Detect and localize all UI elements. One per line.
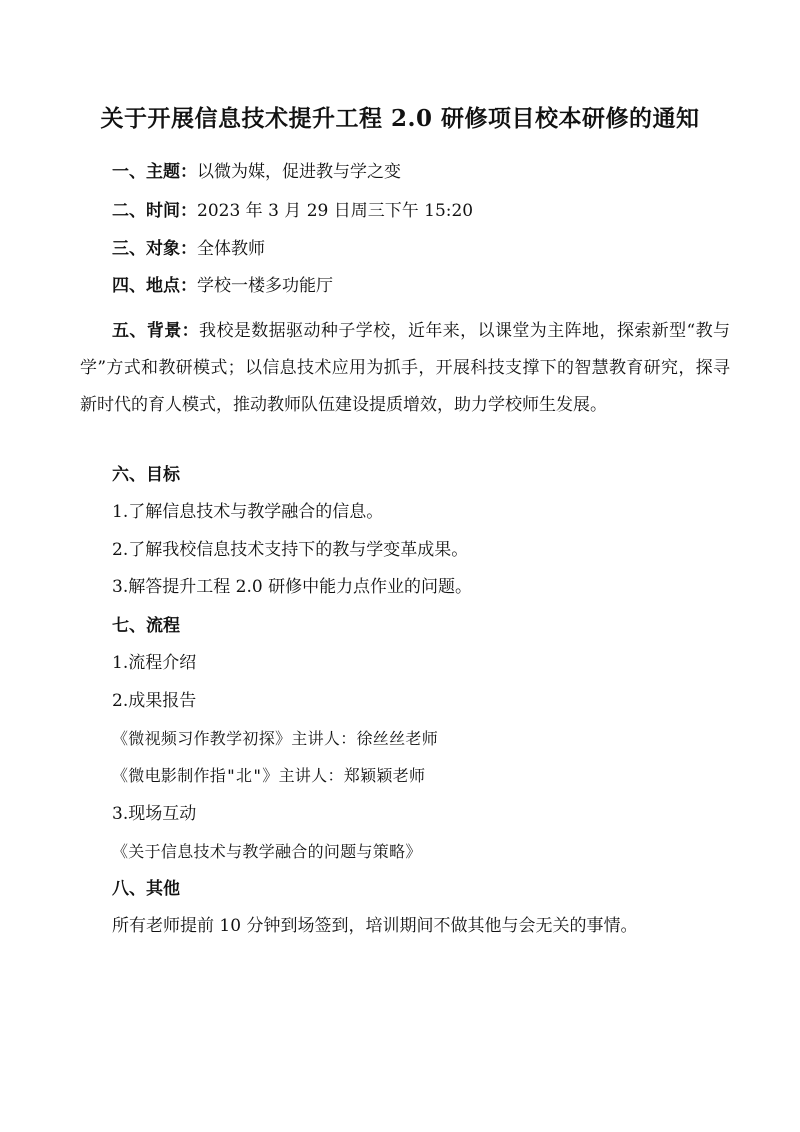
background-text: 我校是数据驱动种子学校，近年来，以课堂为主阵地，探索新型“教与学”方式和教研模式；以信息技术应用为抓手，开展科技支撑下的智慧教育研究，探寻新时代的育人模式，推动教师队伍建设提质增效，助力学校师生发展。	[80, 321, 730, 415]
time-label: 二、时间：	[112, 201, 197, 221]
place-label: 四、地点：	[112, 276, 197, 296]
place-text: 学校一楼多功能厅	[197, 276, 333, 296]
section-other-heading	[112, 877, 180, 901]
process-step: 3.现场互动	[112, 804, 197, 824]
section-audience	[112, 237, 265, 261]
goal-item: 3.解答提升工程 2.0 研修中能力点作业的问题。	[112, 577, 473, 597]
background-label: 五、背景：	[112, 321, 200, 341]
section-place	[112, 274, 333, 298]
process-step: 2.成果报告	[112, 691, 197, 711]
audience-label: 三、对象：	[112, 239, 197, 259]
other-text: 所有老师提前 10 分钟到场签到，培训期间不做其他与会无关的事情。	[112, 916, 638, 936]
section-theme	[112, 160, 401, 184]
goal-item: 1.了解信息技术与教学融合的信息。	[112, 502, 384, 522]
process-talk: 《微视频习作教学初探》主讲人：徐丝丝老师	[112, 729, 439, 748]
document-title: 关于开展信息技术提升工程 2.0 研修项目校本研修的通知	[100, 105, 700, 132]
section-goals-heading	[112, 463, 180, 487]
time-text: 2023 年 3 月 29 日周三下午 15:20	[197, 201, 474, 221]
theme-text: 以微为媒，促进教与学之变	[197, 162, 401, 182]
process-step: 1.流程介绍	[112, 653, 197, 673]
process-label: 七、流程	[112, 616, 180, 636]
process-talk: 《关于信息技术与教学融合的问题与策略》	[112, 842, 422, 861]
other-label: 八、其他	[112, 879, 180, 899]
section-time	[112, 199, 473, 223]
audience-text: 全体教师	[197, 239, 265, 259]
process-talk: 《微电影制作指"北"》主讲人：郑颖颖老师	[112, 766, 426, 785]
goal-item: 2.了解我校信息技术支持下的教与学变革成果。	[112, 540, 469, 560]
section-process-heading	[112, 614, 180, 638]
goals-label: 六、目标	[112, 465, 180, 485]
section-background	[80, 313, 730, 424]
theme-label: 一、主题：	[112, 162, 197, 182]
